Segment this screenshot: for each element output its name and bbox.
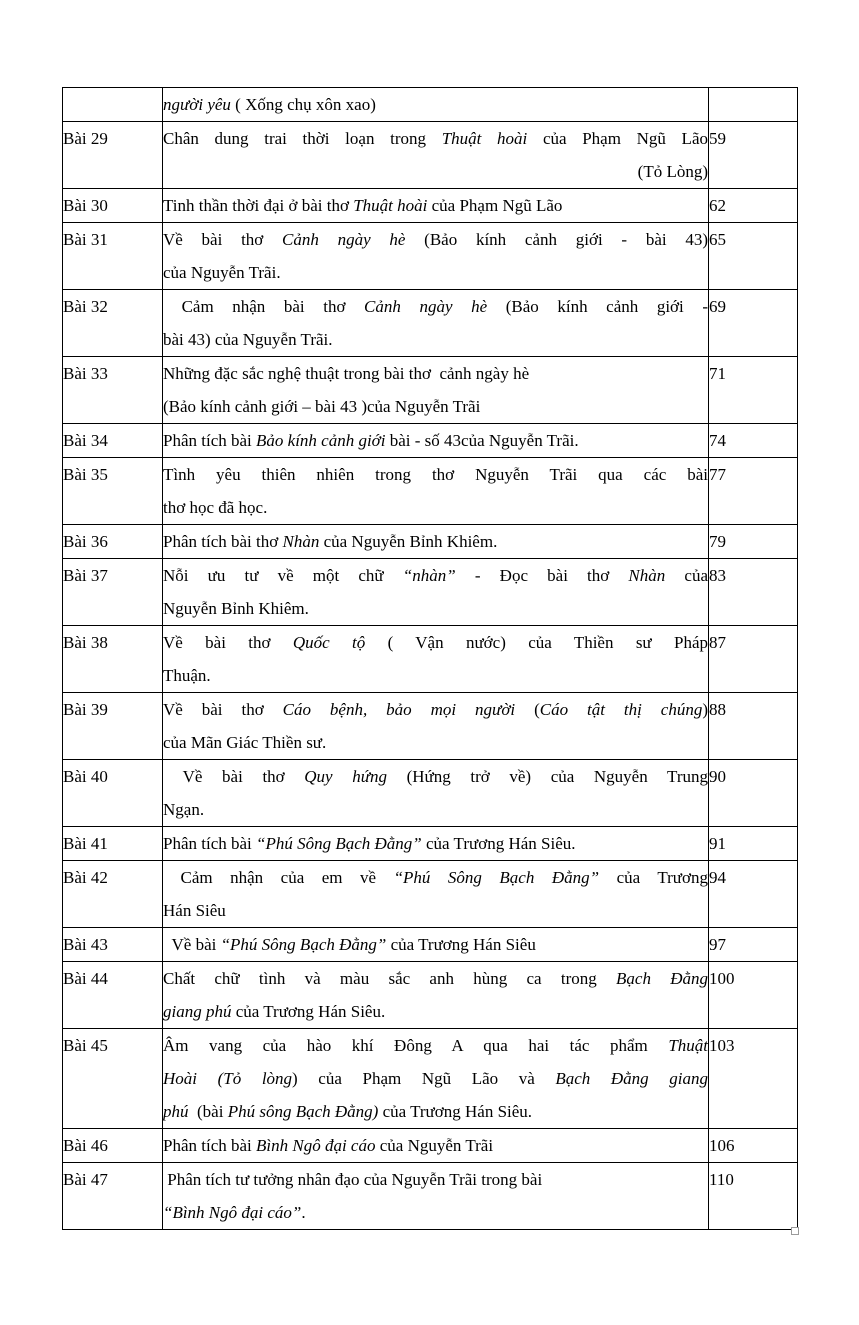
text-segment: ) (702, 700, 709, 719)
table-row (63, 861, 798, 928)
title-line (163, 793, 708, 826)
page-cell (709, 290, 798, 357)
page-cell (709, 357, 798, 424)
page-number: 87 (709, 633, 726, 652)
page-number: 94 (709, 868, 726, 887)
text-segment: thơ học đã học. (163, 498, 268, 517)
table-row (63, 525, 798, 559)
title-line (163, 1095, 708, 1128)
lesson-cell (63, 1029, 163, 1129)
lesson-label: Bài 44 (63, 969, 108, 988)
lesson-label: Bài 35 (63, 465, 108, 484)
title-line (163, 458, 708, 491)
lesson-cell (63, 760, 163, 827)
title-cell (163, 1129, 709, 1163)
title-cell (163, 693, 709, 760)
title-line (163, 122, 708, 155)
text-segment: của (665, 566, 709, 585)
text-segment: Về bài (163, 935, 221, 954)
table-row (63, 458, 798, 525)
lesson-cell (63, 357, 163, 424)
text-segment: của Nguyễn Trãi (375, 1136, 494, 1155)
title-line (163, 88, 708, 121)
title-line (163, 1163, 708, 1196)
text-segment: ( Vận nước) của Thiền sư Pháp (365, 633, 708, 652)
title-cell (163, 88, 709, 122)
title-cell (163, 290, 709, 357)
lesson-cell (63, 189, 163, 223)
lesson-cell (63, 626, 163, 693)
title-line (163, 424, 708, 457)
title-line (163, 323, 708, 356)
text-segment: (Hứng trở về) của Nguyễn Trung (387, 767, 708, 786)
text-segment: Thuật hoài (353, 196, 428, 215)
page-number: 74 (709, 431, 726, 450)
text-segment: . (301, 1203, 306, 1222)
page-cell (709, 88, 798, 122)
lesson-cell (63, 962, 163, 1029)
title-line (163, 189, 708, 222)
text-segment: Phân tích tư tưởng nhân đạo của Nguyễn Trãi trong bài (163, 1170, 543, 1189)
title-line (163, 894, 708, 927)
table-row (63, 122, 798, 189)
text-segment: Quốc tộ (292, 633, 366, 652)
page-cell (709, 962, 798, 1029)
title-line (163, 223, 708, 256)
text-segment: (bài (188, 1102, 228, 1121)
text-segment: Nguyễn Bỉnh Khiêm. (163, 599, 309, 618)
text-segment: Cảm nhận của em về (163, 868, 394, 887)
text-segment: của Trương Hán Siêu. (378, 1102, 533, 1121)
title-cell (163, 827, 709, 861)
table-row (63, 928, 798, 962)
lesson-label: Bài 46 (63, 1136, 108, 1155)
text-segment: “Phú Sông Bạch Đằng” (220, 935, 387, 954)
table-row (63, 357, 798, 424)
text-segment: phú (163, 1102, 189, 1121)
text-segment: của Trương Hán Siêu. (421, 834, 576, 853)
lesson-label: Bài 36 (63, 532, 108, 551)
text-segment: “Bình Ngô đại cáo” (163, 1203, 302, 1222)
title-line (163, 256, 708, 289)
text-segment: Về bài thơ (163, 767, 305, 786)
page-cell (709, 827, 798, 861)
lesson-cell (63, 693, 163, 760)
title-line (163, 1062, 708, 1095)
text-segment: Phân tích bài (163, 431, 257, 450)
page-number: 97 (709, 935, 726, 954)
page-number: 65 (709, 230, 726, 249)
text-segment: Bạch Đằng (616, 969, 708, 988)
text-segment: Về bài thơ (163, 700, 283, 719)
title-line (163, 995, 708, 1028)
lesson-label: Bài 33 (63, 364, 108, 383)
lesson-cell (63, 122, 163, 189)
page-cell (709, 928, 798, 962)
lesson-label: Bài 31 (63, 230, 108, 249)
lesson-label: Bài 41 (63, 834, 108, 853)
table-row (63, 827, 798, 861)
text-segment: Nhàn (282, 532, 320, 551)
lesson-label: Bài 38 (63, 633, 108, 652)
title-line (163, 390, 708, 423)
text-segment: Thuật hoài (441, 129, 528, 148)
title-line (163, 861, 708, 894)
page-cell (709, 122, 798, 189)
title-line (163, 659, 708, 692)
title-line (163, 155, 708, 188)
text-segment: Phân tích bài thơ (163, 532, 283, 551)
title-line (163, 827, 708, 860)
page-cell (709, 1029, 798, 1129)
text-segment: Cảnh ngày hè (282, 230, 406, 249)
lesson-cell (63, 1129, 163, 1163)
table-row (63, 223, 798, 290)
page-number: 71 (709, 364, 726, 383)
text-segment: Quy hứng (304, 767, 387, 786)
page-cell (709, 760, 798, 827)
title-cell (163, 458, 709, 525)
title-line (163, 592, 708, 625)
table-row (63, 424, 798, 458)
title-line (163, 760, 708, 793)
text-segment: (Bảo kính cảnh giới - (487, 297, 708, 316)
lesson-cell (63, 458, 163, 525)
table-row (63, 88, 798, 122)
page-number: 110 (709, 1170, 734, 1189)
page-number: 77 (709, 465, 726, 484)
table-row (63, 1029, 798, 1129)
text-segment: Cảnh ngày hè (364, 297, 488, 316)
title-cell (163, 424, 709, 458)
text-segment: “Phú Sông Bạch Đằng” (393, 868, 600, 887)
page-cell (709, 223, 798, 290)
text-segment: Cáo bệnh, bảo mọi người (282, 700, 516, 719)
lesson-cell (63, 290, 163, 357)
page-number: 91 (709, 834, 726, 853)
page-number: 79 (709, 532, 726, 551)
text-segment: Về bài thơ (163, 633, 293, 652)
table-row (63, 693, 798, 760)
text-segment: bài - số 43của Nguyễn Trãi. (385, 431, 579, 450)
title-line (163, 525, 708, 558)
page-number: 83 (709, 566, 726, 585)
text-segment: (Tỏ Lòng) (637, 162, 708, 181)
text-segment: Bình Ngô đại cáo (256, 1136, 376, 1155)
title-cell (163, 962, 709, 1029)
title-cell (163, 559, 709, 626)
page-number: 100 (709, 969, 735, 988)
lesson-cell (63, 223, 163, 290)
text-segment: Những đặc sắc nghệ thuật trong bài thơ cảnh ngày hè (163, 364, 530, 383)
table-row (63, 1163, 798, 1230)
title-cell (163, 223, 709, 290)
toc-table-body (63, 88, 798, 1230)
table-row (63, 189, 798, 223)
title-cell (163, 1163, 709, 1230)
page-cell (709, 559, 798, 626)
table-row (63, 626, 798, 693)
title-line (163, 491, 708, 524)
text-segment: Về bài thơ (163, 230, 283, 249)
text-segment: ) của Phạm Ngũ Lão và (292, 1069, 556, 1088)
lesson-label: Bài 29 (63, 129, 108, 148)
lesson-label: Bài 32 (63, 297, 108, 316)
title-line (163, 693, 708, 726)
text-segment: “nhàn” (402, 566, 456, 585)
text-segment: “Phú Sông Bạch Đằng” (256, 834, 422, 853)
text-segment: của Phạm Ngũ Lão (427, 196, 563, 215)
title-cell (163, 357, 709, 424)
lesson-label: Bài 43 (63, 935, 108, 954)
page-cell (709, 626, 798, 693)
text-segment: Thuật (668, 1036, 708, 1055)
text-segment: - Đọc bài thơ (455, 566, 629, 585)
text-segment: Tinh thần thời đại ở bài thơ (163, 196, 354, 215)
title-cell (163, 760, 709, 827)
text-segment: Hoài (Tỏ lòng (163, 1069, 293, 1088)
page-number: 62 (709, 196, 726, 215)
title-line (163, 626, 708, 659)
title-cell (163, 525, 709, 559)
title-line (163, 1029, 708, 1062)
title-line (163, 1196, 708, 1229)
lesson-label: Bài 47 (63, 1170, 108, 1189)
title-cell (163, 861, 709, 928)
lesson-label: Bài 34 (63, 431, 108, 450)
lesson-cell (63, 88, 163, 122)
title-line (163, 357, 708, 390)
page-number: 103 (709, 1036, 735, 1055)
page-cell (709, 424, 798, 458)
page-cell (709, 1163, 798, 1230)
text-segment: của Trương Hán Siêu. (231, 1002, 386, 1021)
lesson-label: Bài 42 (63, 868, 108, 887)
lesson-label: Bài 40 (63, 767, 108, 786)
text-segment: (Bảo kính cảnh giới – bài 43 )của Nguyễn Trãi (163, 397, 481, 416)
title-cell (163, 189, 709, 223)
page-number: 59 (709, 129, 726, 148)
text-segment: của Phạm Ngũ Lão (527, 129, 708, 148)
lesson-cell (63, 525, 163, 559)
page-cell (709, 458, 798, 525)
text-segment: Bạch Đằng giang (555, 1069, 709, 1088)
table-row (63, 290, 798, 357)
lesson-cell (63, 424, 163, 458)
text-segment: Cảm nhận bài thơ (163, 297, 365, 316)
text-segment: Phú sông Bạch Đằng) (227, 1102, 379, 1121)
text-segment: Bảo kính cảnh giới (256, 431, 386, 450)
text-segment: người yêu (163, 95, 236, 114)
lesson-label: Bài 30 (63, 196, 108, 215)
page-number: 106 (709, 1136, 735, 1155)
table-row (63, 559, 798, 626)
title-line (163, 726, 708, 759)
text-segment: của Nguyễn Bỉnh Khiêm. (319, 532, 498, 551)
page-cell (709, 189, 798, 223)
lesson-label: Bài 37 (63, 566, 108, 585)
text-segment: Ngạn. (163, 800, 205, 819)
page-cell (709, 861, 798, 928)
text-segment: Chất chữ tình và màu sắc anh hùng ca trong (163, 969, 617, 988)
text-segment: ( Xống chụ xôn xao) (235, 95, 376, 114)
title-line (163, 928, 708, 961)
lesson-cell (63, 559, 163, 626)
page-number: 69 (709, 297, 726, 316)
text-segment: của Nguyễn Trãi. (163, 263, 281, 282)
page-number: 88 (709, 700, 726, 719)
text-segment: giang phú (163, 1002, 232, 1021)
page-cell (709, 693, 798, 760)
text-segment: Âm vang của hào khí Đông A qua hai tác phẩm (163, 1036, 669, 1055)
toc-table (62, 87, 798, 1230)
title-line (163, 962, 708, 995)
lesson-label: Bài 45 (63, 1036, 108, 1055)
lesson-label: Bài 39 (63, 700, 108, 719)
text-segment: ( (515, 700, 540, 719)
lesson-cell (63, 861, 163, 928)
title-line (163, 290, 708, 323)
text-segment: Nỗi ưu tư về một chữ (163, 566, 403, 585)
lesson-cell (63, 827, 163, 861)
text-segment: của Mãn Giác Thiền sư. (163, 733, 327, 752)
title-cell (163, 1029, 709, 1129)
page-number: 90 (709, 767, 726, 786)
page-cell (709, 525, 798, 559)
title-line (163, 1129, 708, 1162)
text-segment: Phân tích bài (163, 834, 257, 853)
text-segment: của Trương Hán Siêu (386, 935, 536, 954)
table-resize-handle[interactable] (791, 1227, 799, 1235)
text-segment: Chân dung trai thời loạn trong (163, 129, 442, 148)
title-cell (163, 122, 709, 189)
text-segment: Tình yêu thiên nhiên trong thơ Nguyễn Trãi qua các bài (163, 465, 708, 484)
table-row (63, 962, 798, 1029)
text-segment: của Trương (599, 868, 708, 887)
text-segment: Thuận. (163, 666, 211, 685)
text-segment: Nhàn (628, 566, 666, 585)
text-segment: Hán Siêu (163, 901, 226, 920)
text-segment: Cáo tật thị chúng (539, 700, 703, 719)
title-line (163, 559, 708, 592)
title-cell (163, 626, 709, 693)
table-row (63, 760, 798, 827)
lesson-cell (63, 1163, 163, 1230)
page-cell (709, 1129, 798, 1163)
text-segment: (Bảo kính cảnh giới - bài 43) (405, 230, 708, 249)
lesson-cell (63, 928, 163, 962)
table-row (63, 1129, 798, 1163)
text-segment: bài 43) của Nguyễn Trãi. (163, 330, 333, 349)
text-segment: Phân tích bài (163, 1136, 257, 1155)
title-cell (163, 928, 709, 962)
